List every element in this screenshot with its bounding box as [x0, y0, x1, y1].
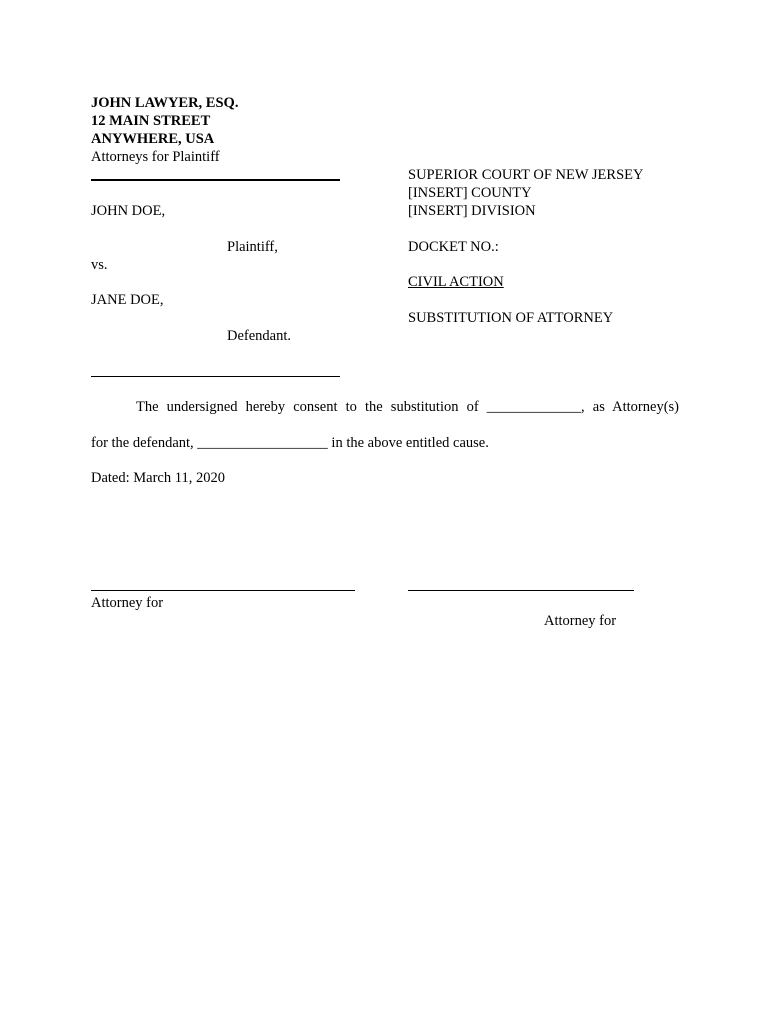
- counsel-name: JOHN LAWYER, ESQ.: [91, 95, 239, 111]
- counsel-street: 12 MAIN STREET: [91, 113, 211, 129]
- counsel-city: ANYWHERE, USA: [91, 131, 215, 147]
- caption-divider: [91, 376, 340, 377]
- docket-number: DOCKET NO.:: [408, 239, 499, 255]
- court-division: [INSERT] DIVISION: [408, 203, 536, 219]
- plaintiff-name: JOHN DOE,: [91, 203, 166, 219]
- court-county: [INSERT] COUNTY: [408, 185, 532, 201]
- court-name: SUPERIOR COURT OF NEW JERSEY: [408, 167, 644, 183]
- civil-action: CIVIL ACTION: [408, 274, 504, 290]
- defendant-name: JANE DOE,: [91, 292, 164, 308]
- signature-label-right: Attorney for: [544, 613, 617, 629]
- versus: vs.: [91, 257, 108, 273]
- signature-line-left: [91, 590, 355, 591]
- signature-line-right: [408, 590, 634, 591]
- consent-line-1: The undersigned hereby consent to the substitution of _____________, as Attorney(s): [136, 399, 679, 415]
- defendant-role: Defendant.: [227, 328, 292, 344]
- counsel-role: Attorneys for Plaintiff: [91, 149, 220, 165]
- consent-line-2: for the defendant, __________________ in the above entitled cause.: [91, 435, 489, 451]
- signature-label-left: Attorney for: [91, 595, 164, 611]
- document-title: SUBSTITUTION OF ATTORNEY: [408, 310, 614, 326]
- header-divider: [91, 179, 340, 181]
- dated-line: Dated: March 11, 2020: [91, 470, 225, 486]
- plaintiff-role: Plaintiff,: [227, 239, 278, 255]
